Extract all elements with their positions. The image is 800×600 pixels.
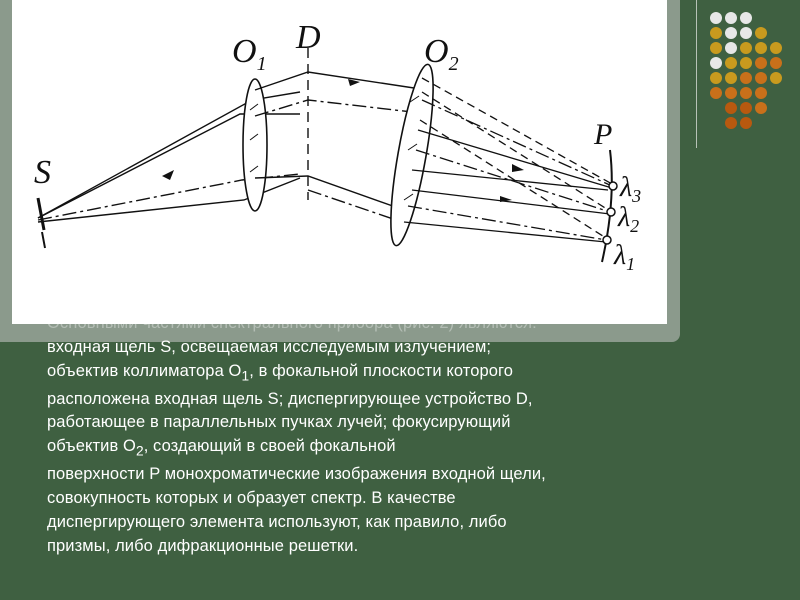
decorative-dot xyxy=(755,87,767,99)
label-p: P xyxy=(594,118,613,151)
label-d: D xyxy=(296,19,321,56)
ray-l1-b xyxy=(408,206,606,240)
ray-arrow-4 xyxy=(512,164,524,172)
decorative-dot xyxy=(740,27,752,39)
focusing-lens xyxy=(382,62,442,248)
decorative-dot xyxy=(755,72,767,84)
decorative-dot xyxy=(725,12,737,24)
label-o1: $O_1$ xyxy=(232,33,267,75)
decorative-dot xyxy=(740,102,752,114)
decorative-dot xyxy=(710,27,722,39)
decorative-dot xyxy=(740,42,752,54)
text-line-3: расположена входная щель S; диспергирующее устройство D, xyxy=(47,389,533,408)
image-point-lambda1 xyxy=(603,236,611,244)
decorative-dot xyxy=(740,72,752,84)
decorative-dot xyxy=(755,42,767,54)
diagram-frame xyxy=(0,0,680,342)
label-s: S xyxy=(34,154,51,191)
text-line-9: призмы, либо дифракционные решетки. xyxy=(47,536,359,555)
decorative-dot xyxy=(755,102,767,114)
text-line-6: поверхности P монохроматические изображения входной щели, xyxy=(47,465,546,484)
text-line-5: объектив $O_2$, создающий в своей фокальной xyxy=(47,437,396,459)
decorative-dot xyxy=(725,27,737,39)
text-line-7: совокупность которых и образует спектр. В качестве xyxy=(47,489,456,508)
ray-l3-c xyxy=(418,130,612,188)
ray-arrow-1 xyxy=(162,170,174,180)
ray-l1-a xyxy=(420,120,606,238)
ray-l3-b xyxy=(422,100,612,186)
decorative-dot xyxy=(710,87,722,99)
decorative-dot xyxy=(770,57,782,69)
decorative-dot xyxy=(755,27,767,39)
decorative-dot xyxy=(740,12,752,24)
text-line-4: работающее в параллельных пучках лучей; фокусирующий xyxy=(47,413,511,432)
focusing-rays xyxy=(404,78,612,242)
focal-surface xyxy=(602,150,612,262)
beam-low xyxy=(308,190,402,222)
image-point-lambda3 xyxy=(609,182,617,190)
decorative-dot xyxy=(740,87,752,99)
text-line-8: диспергирующего элемента используют, как правило, либо xyxy=(47,512,507,531)
decorative-dot xyxy=(725,57,737,69)
decorative-dot xyxy=(710,57,722,69)
decorative-dot xyxy=(770,72,782,84)
ray-l2-a xyxy=(422,92,613,211)
decorative-dot xyxy=(725,72,737,84)
beam-bottom xyxy=(255,176,404,210)
decorative-dot xyxy=(725,102,737,114)
entrance-slit xyxy=(38,198,44,230)
label-lambda1: $\lambda_1$ xyxy=(614,240,636,274)
decorative-dot xyxy=(740,117,752,129)
label-o2: $O_2$ xyxy=(424,33,459,75)
decorative-dot xyxy=(740,57,752,69)
entrance-slit-lower xyxy=(42,232,45,248)
ray-l2-c xyxy=(412,190,610,214)
collimator-lens xyxy=(243,79,267,211)
image-point-lambda2 xyxy=(607,208,615,216)
ray-l3-d xyxy=(412,170,608,190)
parallel-rays xyxy=(255,72,414,222)
decorative-dot xyxy=(755,57,767,69)
optical-scheme xyxy=(12,0,667,324)
spectrometer-diagram xyxy=(12,0,667,324)
text-line-1: входная щель S, освещаемая исследуемым излучением; xyxy=(47,337,492,356)
decorative-dot xyxy=(725,87,737,99)
decorative-dot xyxy=(725,42,737,54)
label-lambda3: $\lambda_3$ xyxy=(620,172,642,206)
decorative-dot xyxy=(770,42,782,54)
decorative-dot xyxy=(710,12,722,24)
decorative-dot xyxy=(710,42,722,54)
description-text xyxy=(47,312,667,559)
beam-top xyxy=(255,72,414,90)
decorative-dot-grid xyxy=(710,12,790,132)
label-lambda2: $\lambda_2$ xyxy=(618,202,640,236)
decorative-dot xyxy=(710,72,722,84)
text-line-0: Основными частями спектрального прибора (рис. 2) являются: xyxy=(47,314,537,332)
decorative-divider xyxy=(696,0,697,148)
text-line-2: объектив коллиматора $O_1$, в фокальной плоскости которого xyxy=(47,361,514,383)
decorative-dot xyxy=(725,117,737,129)
ray-l1-c xyxy=(404,222,606,242)
